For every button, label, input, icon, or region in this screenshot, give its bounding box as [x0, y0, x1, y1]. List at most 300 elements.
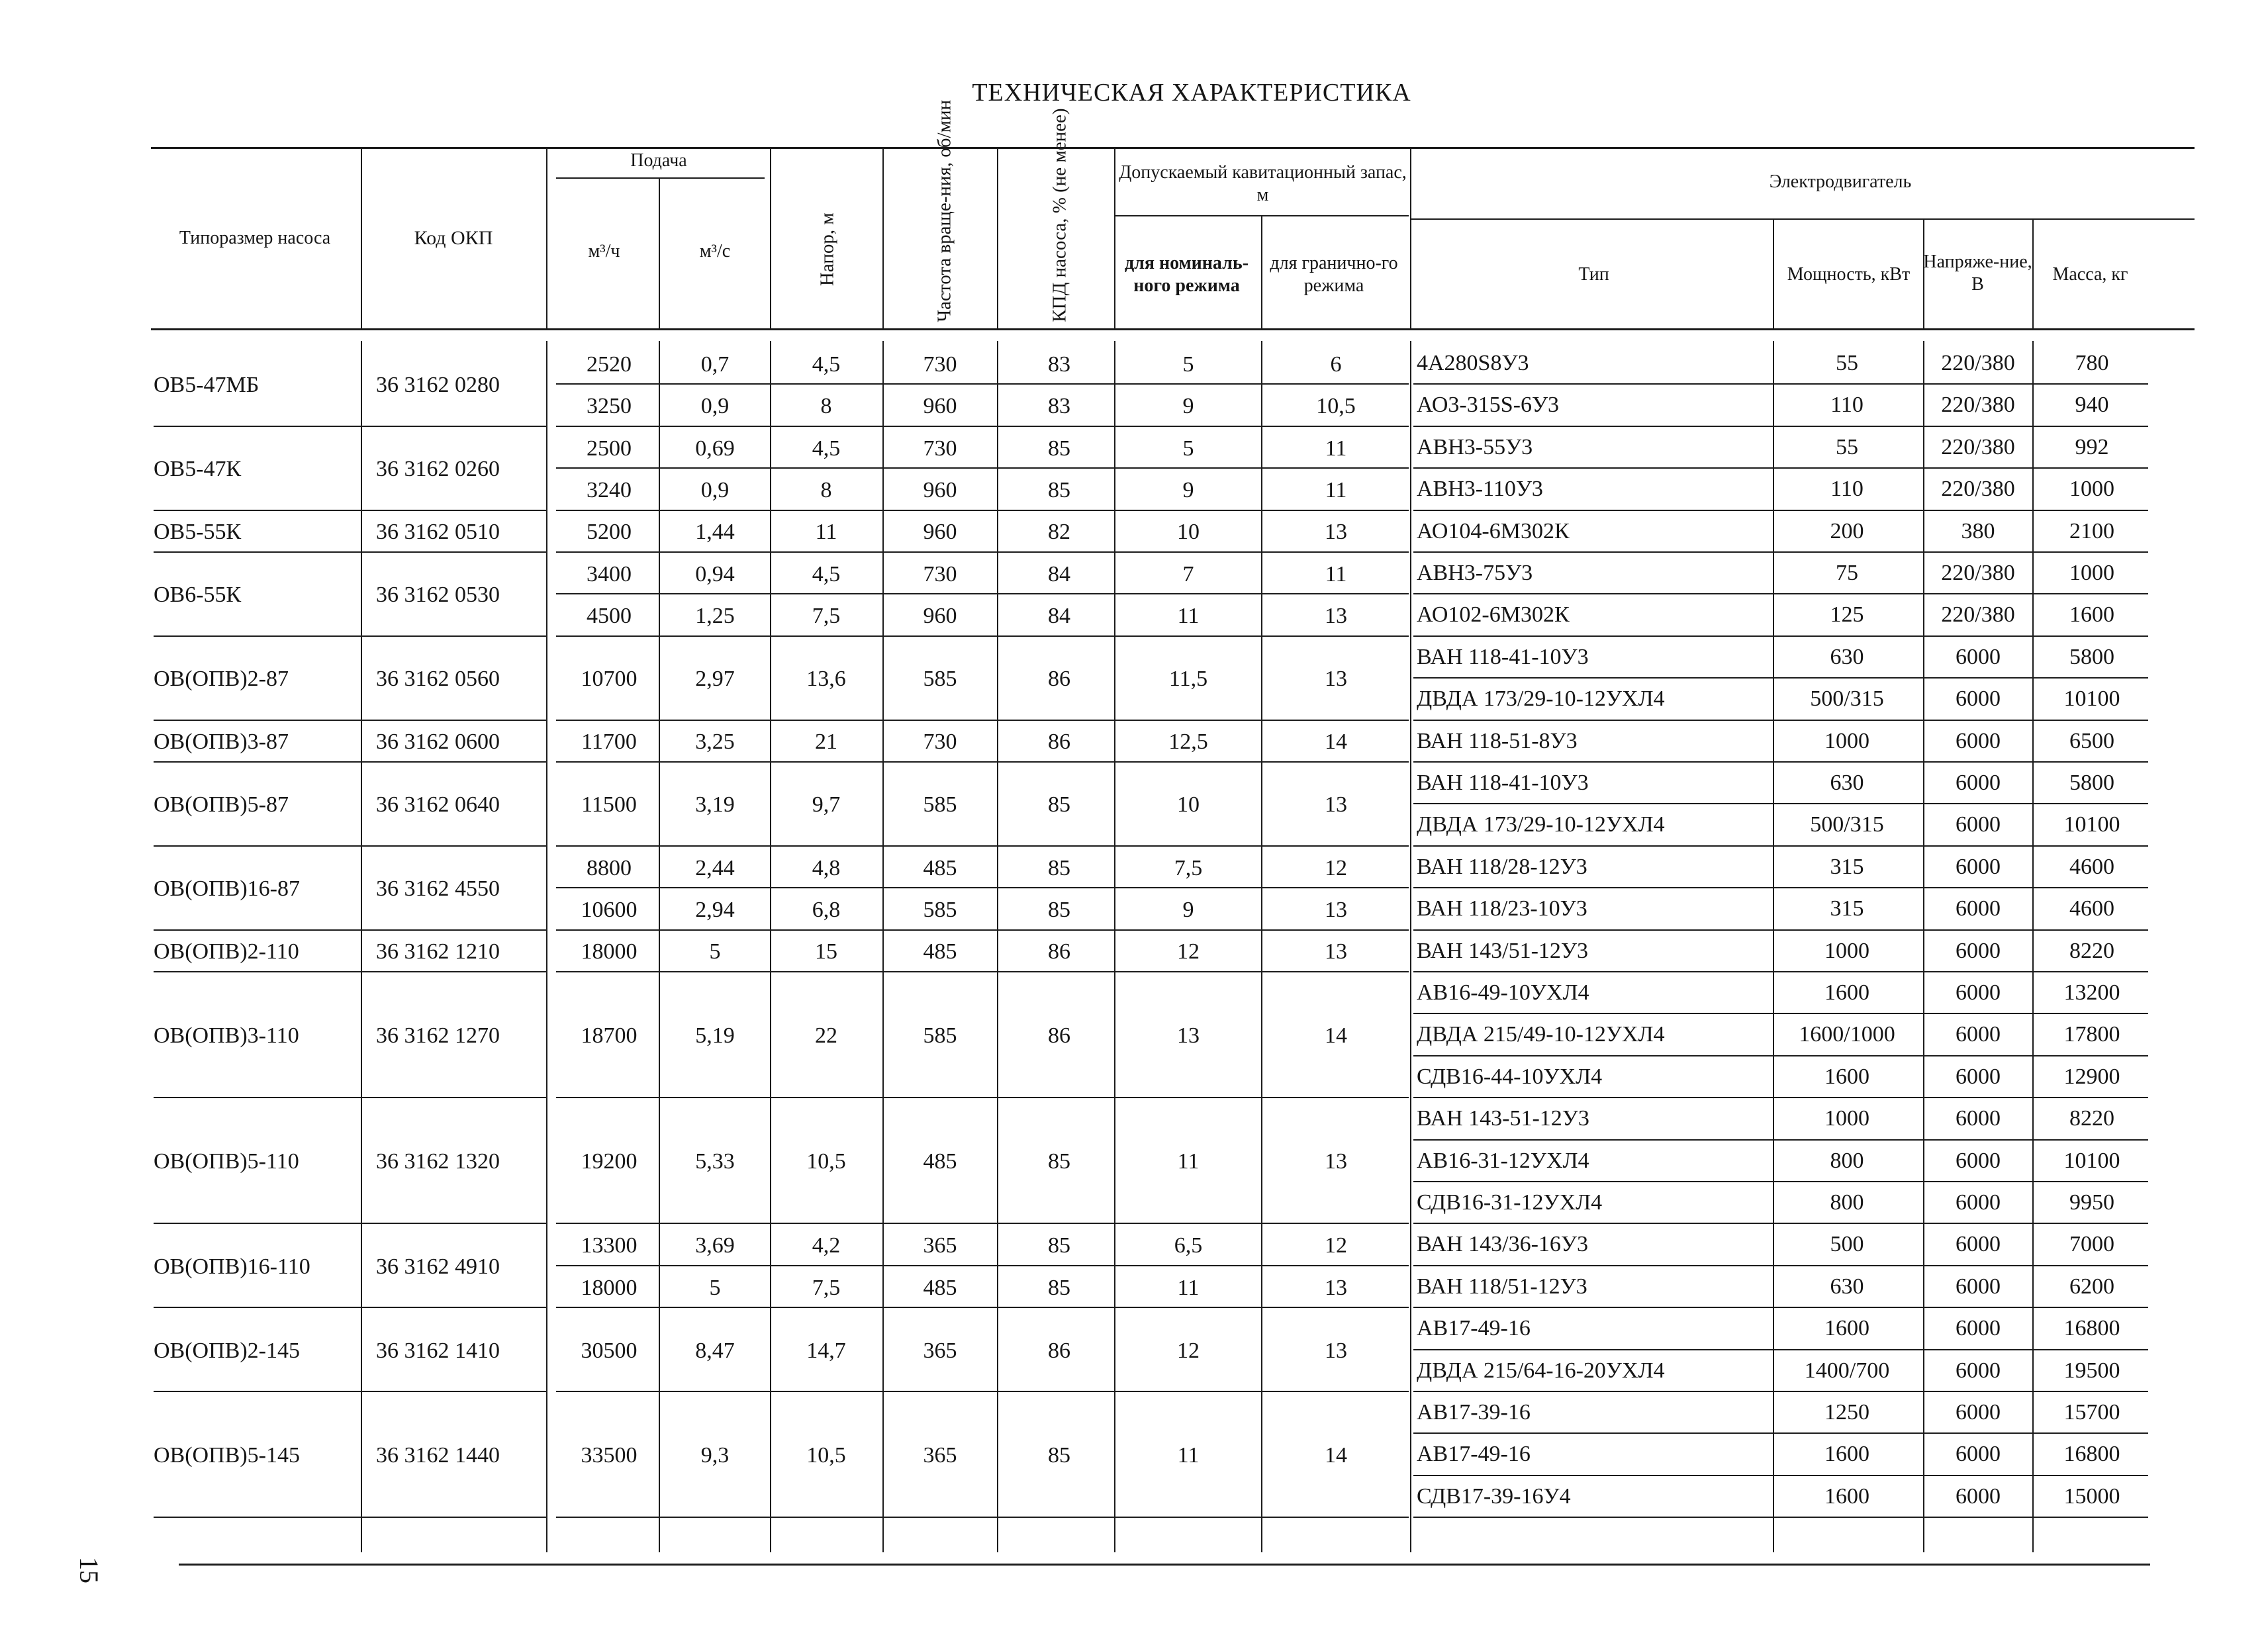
rule-h-89 [154, 1307, 546, 1308]
rule-h-42 [1413, 845, 2148, 847]
motor-power: 1600 [1824, 1442, 1869, 1467]
pump-cav-n: 10 [1177, 792, 1200, 818]
motor-type: АВ17-49-16 [1417, 1316, 1531, 1341]
rule-h-61 [556, 467, 1409, 469]
motor-power: 110 [1830, 393, 1864, 418]
header-okp-code: Код ОКП [414, 227, 493, 249]
motor-mass: 7000 [2069, 1232, 2114, 1257]
pump-cav-n: 11 [1177, 604, 1200, 629]
pump-cav-n: 13 [1177, 1023, 1200, 1049]
rule-h-50 [1413, 1181, 2148, 1182]
pump-cav-n: 11 [1177, 1149, 1200, 1174]
header-flow-m3s: м³/с [699, 241, 731, 262]
rule-v-14 [1773, 218, 1774, 328]
pump-q-h: 5200 [587, 520, 632, 545]
motor-power: 1250 [1824, 1400, 1869, 1425]
rule-h-60 [556, 426, 1409, 427]
motor-power: 500/315 [1810, 686, 1884, 712]
okp-code: 36 3162 0530 [376, 583, 500, 608]
motor-type: АВ17-39-16 [1417, 1400, 1531, 1425]
pump-cav-b: 11 [1325, 561, 1347, 586]
pump-cav-n: 9 [1182, 477, 1194, 502]
pump-eff: 82 [1048, 520, 1070, 545]
header-efficiency [1049, 108, 1070, 322]
rule-h-35 [1413, 551, 2148, 553]
motor-voltage: 6000 [1956, 644, 2001, 669]
pump-q-s: 3,19 [695, 792, 735, 818]
pump-q-h: 13300 [581, 1233, 638, 1258]
pump-q-s: 5 [709, 939, 721, 964]
motor-voltage: 6000 [1956, 980, 2001, 1005]
pump-cav-n: 12 [1177, 939, 1200, 964]
pump-eff: 83 [1048, 394, 1070, 419]
motor-power: 500 [1830, 1232, 1864, 1257]
rule-v-13 [1410, 147, 1411, 328]
motor-power: 1600/1000 [1799, 1022, 1895, 1047]
motor-power: 315 [1830, 896, 1864, 921]
motor-power: 1600 [1824, 1483, 1869, 1509]
rule-v-17 [546, 147, 547, 328]
pump-cav-b: 10,5 [1316, 394, 1356, 419]
pump-cav-b: 13 [1325, 1338, 1347, 1363]
pump-head: 4,8 [812, 855, 841, 880]
rule-h-84 [154, 845, 546, 847]
pump-speed: 730 [923, 729, 957, 755]
pump-cav-b: 11 [1325, 436, 1347, 461]
motor-voltage: 380 [1961, 518, 1995, 543]
pump-speed: 730 [923, 561, 957, 586]
pump-eff: 85 [1048, 897, 1070, 922]
motor-mass: 992 [2075, 434, 2109, 459]
motor-voltage: 220/380 [1941, 602, 2015, 628]
motor-type: АВ17-49-16 [1417, 1442, 1531, 1467]
motor-voltage: 6000 [1956, 812, 2001, 837]
motor-mass: 4600 [2069, 854, 2114, 879]
rule-h-63 [556, 551, 1409, 553]
header-motor: Электродвигатель [1769, 171, 1912, 193]
pump-q-s: 2,94 [695, 897, 735, 922]
motor-type: ВАН 118/23-10У3 [1417, 896, 1587, 921]
motor-type: ДВДА 173/29-10-12УХЛ4 [1417, 812, 1665, 837]
pump-q-s: 1,44 [695, 520, 735, 545]
pump-head: 14,7 [806, 1338, 846, 1363]
rule-h-71 [556, 971, 1409, 972]
motor-power: 55 [1836, 434, 1858, 459]
motor-voltage: 6000 [1956, 1483, 2001, 1509]
motor-voltage: 6000 [1956, 938, 2001, 963]
rule-v-25 [1261, 341, 1262, 1552]
pump-eff: 86 [1048, 1338, 1070, 1363]
motor-power: 1600 [1824, 1064, 1869, 1089]
rule-v-22 [882, 341, 884, 1552]
pump-q-s: 3,25 [695, 729, 735, 755]
rule-v-20 [659, 341, 660, 1552]
pump-cav-n: 7 [1182, 561, 1194, 586]
motor-type: ВАН 118-41-10У3 [1417, 771, 1589, 795]
pump-eff: 86 [1048, 939, 1070, 964]
header-speed [933, 100, 955, 322]
pump-type: ОВ5-55К [154, 520, 242, 545]
rule-v-27 [1773, 341, 1774, 1552]
pump-q-s: 0,69 [695, 436, 735, 461]
motor-type: ВАН 118-51-8У3 [1417, 728, 1578, 753]
okp-code: 36 3162 0260 [376, 457, 500, 482]
motor-voltage: 6000 [1956, 1064, 2001, 1089]
pump-head: 22 [815, 1023, 837, 1049]
motor-type: АВН3-55У3 [1417, 434, 1533, 459]
motor-voltage: 6000 [1956, 1400, 2001, 1425]
motor-power: 55 [1836, 351, 1858, 375]
motor-mass: 10100 [2063, 812, 2120, 837]
motor-voltage: 220/380 [1941, 393, 2015, 418]
motor-voltage: 6000 [1956, 1358, 2001, 1383]
pump-q-s: 0,9 [700, 477, 730, 502]
pump-cav-b: 13 [1325, 604, 1347, 629]
rule-h-73 [556, 1223, 1409, 1224]
rule-h-59 [556, 383, 1409, 385]
motor-type: ВАН 118/51-12У3 [1417, 1274, 1587, 1299]
page-title: ТЕХНИЧЕСКАЯ ХАРАКТЕРИСТИКА [972, 79, 1411, 107]
motor-type: ВАН 143/51-12У3 [1417, 938, 1588, 963]
rule-h-86 [154, 971, 546, 972]
rule-v-15 [1923, 218, 1924, 328]
motor-mass: 9950 [2069, 1190, 2114, 1215]
pump-q-s: 0,9 [700, 394, 730, 419]
motor-voltage: 6000 [1956, 1274, 2001, 1299]
motor-mass: 10100 [2063, 686, 2120, 712]
pump-q-h: 18700 [581, 1023, 638, 1049]
pump-speed: 485 [923, 1275, 957, 1300]
okp-code: 36 3162 0280 [376, 373, 500, 398]
motor-mass: 1000 [2069, 477, 2114, 502]
rule-h-85 [154, 929, 546, 931]
pump-eff: 86 [1048, 667, 1070, 692]
rule-h-77 [556, 1517, 1409, 1518]
motor-power: 1000 [1824, 1106, 1869, 1131]
motor-power: 1000 [1824, 728, 1869, 753]
rule-h-38 [1413, 677, 2148, 679]
okp-code: 36 3162 1410 [376, 1338, 500, 1363]
rule-h-72 [556, 1097, 1409, 1098]
rule-h-1 [151, 328, 2195, 330]
header-motor-mass: Масса, кг [2052, 264, 2128, 285]
header-flow-m3h: м³/ч [588, 241, 620, 262]
rule-v-12 [1261, 215, 1262, 328]
motor-power: 110 [1830, 477, 1864, 502]
pump-cav-n: 5 [1182, 352, 1194, 377]
rule-h-41 [1413, 803, 2148, 804]
rule-v-21 [770, 341, 771, 1552]
rule-h-2 [556, 177, 765, 179]
pump-cav-b: 14 [1325, 1023, 1347, 1049]
pump-eff: 85 [1048, 436, 1070, 461]
motor-mass: 4600 [2069, 896, 2114, 921]
okp-code: 36 3162 0560 [376, 667, 500, 692]
header-speed-text: Частота враще-ния, об/мин [933, 100, 955, 322]
pump-type: ОВ(ОПВ)5-110 [154, 1149, 299, 1174]
rule-h-64 [556, 593, 1409, 594]
pump-q-h: 18000 [581, 1275, 638, 1300]
rule-v-19 [546, 341, 547, 1552]
pump-speed: 485 [923, 1149, 957, 1174]
rule-v-28 [1923, 341, 1924, 1552]
pump-eff: 85 [1048, 855, 1070, 880]
motor-voltage: 6000 [1956, 771, 2001, 795]
rule-h-30 [179, 1564, 2150, 1566]
motor-type: СДВ16-31-12УХЛ4 [1417, 1190, 1603, 1215]
header-flow: Подача [630, 150, 687, 171]
okp-code: 36 3162 1320 [376, 1149, 500, 1174]
header-efficiency-text: КПД насоса, % (не менее) [1049, 108, 1070, 322]
rule-h-90 [154, 1391, 546, 1392]
pump-cav-b: 13 [1325, 1275, 1347, 1300]
motor-power: 1000 [1824, 938, 1869, 963]
motor-mass: 16800 [2063, 1316, 2120, 1341]
motor-mass: 5800 [2069, 644, 2114, 669]
pump-head: 9,7 [812, 792, 841, 818]
pump-type: ОВ(ОПВ)16-87 [154, 876, 300, 902]
motor-mass: 13200 [2063, 980, 2120, 1005]
pump-cav-n: 7,5 [1174, 855, 1203, 880]
pump-q-h: 4500 [587, 604, 632, 629]
pump-cav-b: 12 [1325, 855, 1347, 880]
pump-speed: 730 [923, 436, 957, 461]
pump-type: ОВ(ОПВ)2-110 [154, 939, 299, 964]
pump-type: ОВ6-55К [154, 583, 242, 608]
rule-v-10 [997, 147, 998, 328]
pump-head: 4,5 [812, 352, 841, 377]
rule-h-36 [1413, 593, 2148, 594]
rule-h-81 [154, 635, 546, 637]
rule-h-70 [556, 929, 1409, 931]
motor-voltage: 6000 [1956, 1190, 2001, 1215]
motor-power: 630 [1830, 1274, 1864, 1299]
pump-cav-b: 12 [1325, 1233, 1347, 1258]
motor-voltage: 6000 [1956, 1148, 2001, 1173]
motor-voltage: 6000 [1956, 1022, 2001, 1047]
motor-power: 1600 [1824, 1316, 1869, 1341]
motor-mass: 1000 [2069, 561, 2114, 585]
pump-head: 6,8 [812, 897, 841, 922]
rule-h-40 [1413, 761, 2148, 763]
header-cav-boundary: для гранично-го режима [1270, 253, 1398, 296]
motor-power: 500/315 [1810, 812, 1884, 837]
pump-q-s: 0,7 [700, 352, 730, 377]
pump-head: 10,5 [806, 1443, 846, 1468]
motor-type: ДВДА 215/49-10-12УХЛ4 [1417, 1022, 1665, 1047]
motor-type: 4А280S8У3 [1417, 351, 1529, 375]
pump-q-h: 11700 [581, 729, 637, 755]
pump-speed: 365 [923, 1233, 957, 1258]
motor-type: АВН3-75У3 [1417, 561, 1533, 585]
motor-type: ВАН 118/28-12У3 [1417, 854, 1587, 879]
rule-h-4 [1410, 218, 2195, 220]
pump-cav-n: 12 [1177, 1338, 1200, 1363]
pump-eff: 85 [1048, 1233, 1070, 1258]
pump-type: ОВ(ОПВ)5-87 [154, 792, 289, 818]
header-motor-voltage: Напряже-ние, В [1923, 251, 2032, 295]
rule-v-7 [659, 177, 660, 328]
pump-q-h: 18000 [581, 939, 638, 964]
pump-cav-b: 13 [1325, 792, 1347, 818]
rule-h-91 [154, 1517, 546, 1518]
rule-h-39 [1413, 720, 2148, 721]
pump-head: 10,5 [806, 1149, 846, 1174]
pump-speed: 960 [923, 604, 957, 629]
rule-h-47 [1413, 1055, 2148, 1056]
pump-speed: 365 [923, 1338, 957, 1363]
pump-type: ОВ(ОПВ)5-145 [154, 1443, 300, 1468]
motor-voltage: 6000 [1956, 1106, 2001, 1131]
motor-mass: 12900 [2063, 1064, 2120, 1089]
motor-power: 125 [1830, 602, 1864, 628]
pump-cav-b: 13 [1325, 520, 1347, 545]
motor-type: АВ16-49-10УХЛ4 [1417, 980, 1589, 1005]
header-cavitation: Допускаемый кавитационный запас, м [1119, 162, 1407, 205]
motor-voltage: 6000 [1956, 1232, 2001, 1257]
rule-h-83 [154, 761, 546, 763]
motor-power: 630 [1830, 644, 1864, 669]
rule-h-56 [1413, 1432, 2148, 1434]
pump-q-h: 3400 [587, 561, 632, 586]
rule-h-58 [1413, 1517, 2148, 1518]
pump-cav-n: 9 [1182, 394, 1194, 419]
pump-cav-n: 11 [1177, 1275, 1200, 1300]
motor-power: 800 [1830, 1148, 1864, 1173]
rule-h-43 [1413, 887, 2148, 888]
pump-eff: 84 [1048, 561, 1070, 586]
motor-type: ВАН 118-41-10У3 [1417, 644, 1589, 669]
rule-v-8 [770, 147, 771, 328]
pump-head: 4,5 [812, 561, 841, 586]
okp-code: 36 3162 4910 [376, 1254, 500, 1279]
motor-power: 1400/700 [1804, 1358, 1890, 1383]
rule-h-78 [154, 426, 546, 427]
pump-q-s: 9,3 [700, 1443, 730, 1468]
rule-h-48 [1413, 1097, 2148, 1098]
rule-h-37 [1413, 635, 2148, 637]
pump-q-h: 3240 [587, 477, 632, 502]
rule-h-51 [1413, 1223, 2148, 1224]
rule-h-54 [1413, 1349, 2148, 1350]
pump-q-h: 2520 [587, 352, 632, 377]
pump-speed: 585 [923, 897, 957, 922]
pump-type: ОВ(ОПВ)16-110 [154, 1254, 310, 1279]
pump-q-h: 33500 [581, 1443, 638, 1468]
okp-code: 36 3162 0640 [376, 792, 500, 818]
motor-mass: 8220 [2069, 1106, 2114, 1131]
pump-cav-b: 11 [1325, 477, 1347, 502]
motor-type: СДВ17-39-16У4 [1417, 1483, 1571, 1509]
pump-q-s: 8,47 [695, 1338, 735, 1363]
motor-voltage: 220/380 [1941, 351, 2015, 375]
okp-code: 36 3162 0600 [376, 729, 500, 755]
motor-type: ДВДА 173/29-10-12УХЛ4 [1417, 686, 1665, 712]
rule-v-23 [997, 341, 998, 1552]
motor-voltage: 220/380 [1941, 561, 2015, 585]
pump-head: 15 [815, 939, 837, 964]
header-motor-power: Мощность, кВт [1787, 264, 1911, 285]
motor-type: АО104-6М302К [1417, 518, 1570, 543]
motor-mass: 17800 [2063, 1022, 2120, 1047]
rule-h-45 [1413, 971, 2148, 972]
pump-eff: 85 [1048, 1275, 1070, 1300]
rule-h-53 [1413, 1307, 2148, 1308]
motor-power: 315 [1830, 854, 1864, 879]
rule-h-0 [151, 147, 2195, 149]
okp-code: 36 3162 0510 [376, 520, 500, 545]
pump-q-h: 8800 [587, 855, 632, 880]
rule-h-76 [556, 1391, 1409, 1392]
pump-speed: 485 [923, 855, 957, 880]
pump-cav-b: 13 [1325, 1149, 1347, 1174]
motor-power: 75 [1836, 561, 1858, 585]
rule-h-57 [1413, 1475, 2148, 1476]
pump-cav-n: 11 [1177, 1443, 1200, 1468]
pump-eff: 86 [1048, 1023, 1070, 1049]
pump-speed: 730 [923, 352, 957, 377]
motor-mass: 6200 [2069, 1274, 2114, 1299]
okp-code: 36 3162 1270 [376, 1023, 500, 1049]
motor-type: СДВ16-44-10УХЛ4 [1417, 1064, 1603, 1089]
pump-q-s: 3,69 [695, 1233, 735, 1258]
pump-head: 11 [815, 520, 837, 545]
pump-speed: 365 [923, 1443, 957, 1468]
pump-head: 8 [820, 394, 832, 419]
motor-mass: 16800 [2063, 1442, 2120, 1467]
pump-cav-n: 9 [1182, 897, 1194, 922]
motor-type: ВАН 143-51-12У3 [1417, 1106, 1589, 1131]
rule-h-52 [1413, 1265, 2148, 1266]
rule-h-44 [1413, 929, 2148, 931]
page-number: 15 [74, 1557, 104, 1583]
pump-eff: 84 [1048, 604, 1070, 629]
pump-q-s: 2,44 [695, 855, 735, 880]
pump-eff: 86 [1048, 729, 1070, 755]
pump-speed: 960 [923, 520, 957, 545]
pump-cav-b: 14 [1325, 729, 1347, 755]
motor-power: 800 [1830, 1190, 1864, 1215]
motor-mass: 19500 [2063, 1358, 2120, 1383]
rule-v-9 [882, 147, 884, 328]
motor-mass: 940 [2075, 393, 2109, 418]
header-motor-type: Тип [1578, 264, 1609, 285]
motor-voltage: 6000 [1956, 896, 2001, 921]
motor-mass: 5800 [2069, 771, 2114, 795]
pump-cav-n: 12,5 [1168, 729, 1208, 755]
motor-type: ДВДА 215/64-16-20УХЛ4 [1417, 1358, 1665, 1383]
pump-q-h: 30500 [581, 1338, 638, 1363]
rule-h-62 [556, 510, 1409, 511]
motor-mass: 15000 [2063, 1483, 2120, 1509]
rule-v-24 [1114, 341, 1115, 1552]
pump-q-h: 10700 [581, 667, 638, 692]
rule-h-80 [154, 551, 546, 553]
pump-q-s: 0,94 [695, 561, 735, 586]
pump-q-s: 1,25 [695, 604, 735, 629]
motor-type: ВАН 143/36-16У3 [1417, 1232, 1588, 1257]
pump-eff: 83 [1048, 352, 1070, 377]
pump-q-h: 2500 [587, 436, 632, 461]
pump-head: 4,2 [812, 1233, 841, 1258]
motor-voltage: 220/380 [1941, 434, 2015, 459]
pump-q-s: 2,97 [695, 667, 735, 692]
motor-type: АО102-6М302К [1417, 602, 1570, 628]
pump-type: ОВ5-47МБ [154, 373, 260, 398]
pump-speed: 960 [923, 394, 957, 419]
okp-code: 36 3162 1440 [376, 1443, 500, 1468]
pump-q-h: 3250 [587, 394, 632, 419]
